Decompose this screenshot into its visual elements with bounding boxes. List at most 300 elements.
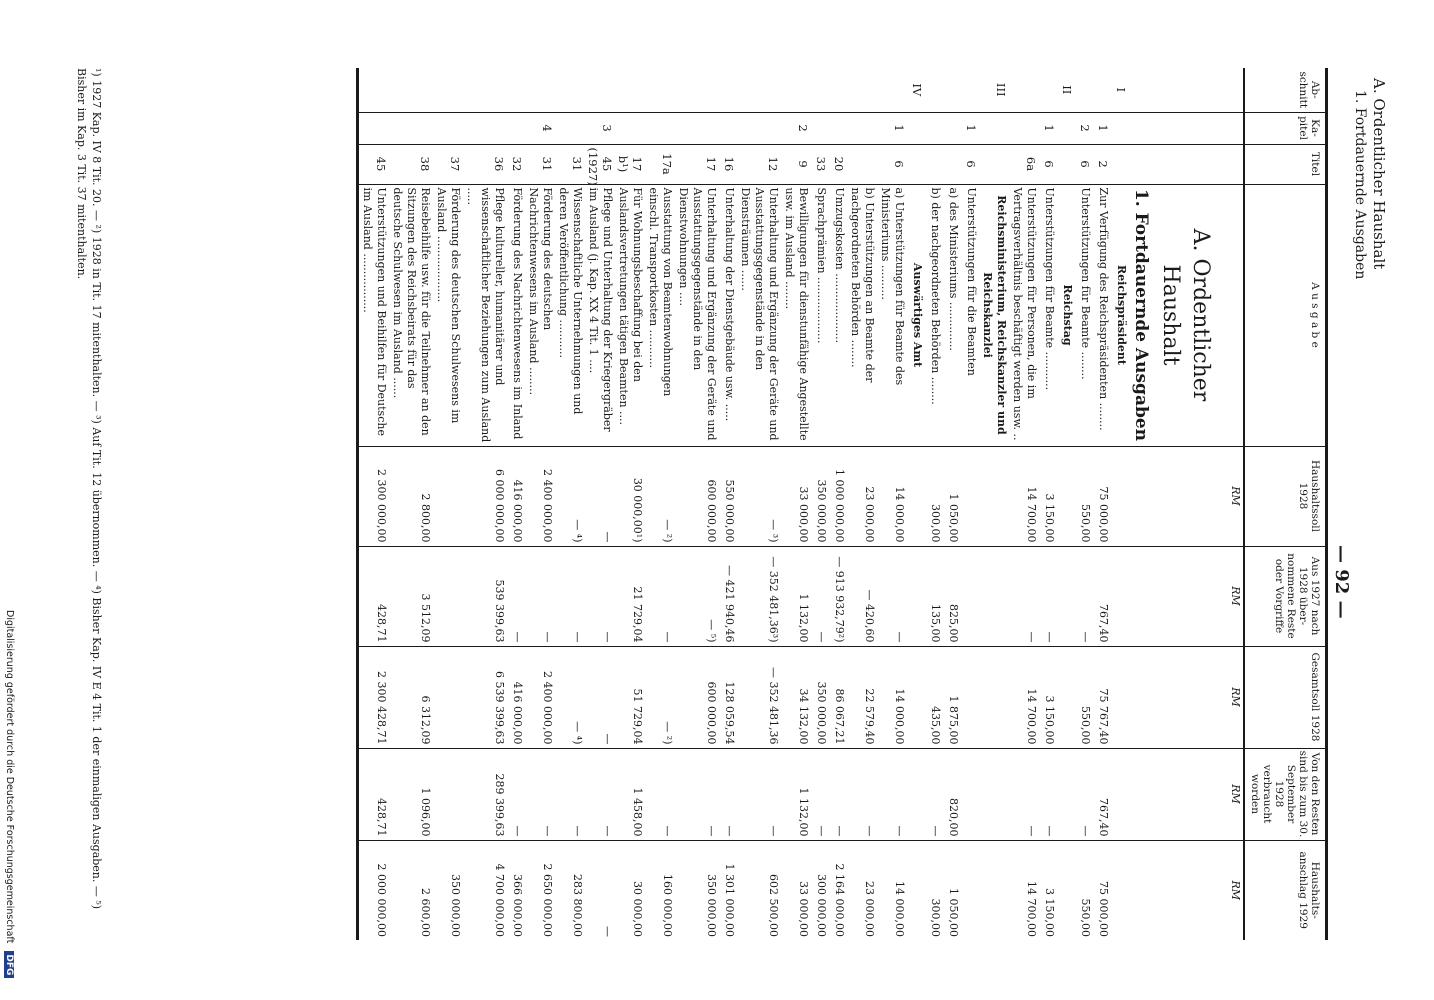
digitization-credit	[4, 610, 15, 978]
anschlag-cell: 3 150,00	[1039, 840, 1057, 940]
titel-cell: 2	[1093, 144, 1111, 184]
unit-cell: RM	[1225, 446, 1244, 546]
reste-cell: —	[555, 546, 585, 646]
titel-cell	[847, 144, 877, 184]
titel-cell: 17 b¹)	[615, 144, 645, 184]
kapitel-cell: 1	[877, 112, 907, 144]
table-row	[615, 68, 645, 940]
reste-cell	[1111, 546, 1129, 646]
table-row	[737, 68, 781, 940]
anschlag-cell: 602 500,00	[737, 840, 781, 940]
haushaltssoll-cell: 350 000,00	[811, 446, 829, 546]
gesamtsoll-cell: 34 132,00	[781, 646, 811, 748]
anschlag-cell: 4 700 000,00	[463, 840, 507, 940]
table-row	[877, 68, 907, 940]
section-row	[1057, 68, 1075, 940]
table-title-row	[1153, 68, 1225, 940]
haushaltssoll-cell: 3 150,00	[1039, 446, 1057, 546]
verbraucht-cell: —	[675, 748, 719, 840]
table-row	[555, 68, 585, 940]
gesamtsoll-cell: 14 700,00	[1009, 646, 1039, 748]
reste-cell: — 913 932,79²)	[829, 546, 847, 646]
kapitel-cell: 2	[1075, 112, 1093, 144]
titel-cell: 9	[781, 144, 811, 184]
verbraucht-cell: 428,71	[358, 748, 390, 840]
titel-cell: 6	[1075, 144, 1093, 184]
anschlag-cell: 2 164 000,00	[829, 840, 847, 940]
gesamtsoll-cell: 2 300 428,71	[358, 646, 390, 748]
table-row	[433, 68, 463, 940]
credit-text: Digitalisierung gefördert durch die Deutsche Forschungsgemeinschaft	[4, 610, 15, 944]
table-row	[585, 68, 615, 940]
abschnitt-cell	[463, 68, 507, 112]
reste-cell: 428,71	[358, 546, 390, 646]
verbraucht-cell: 1 096,00	[389, 748, 433, 840]
abschnitt-cell	[961, 68, 979, 112]
abschnitt-cell: IV	[910, 83, 924, 97]
gesamtsoll-cell: 1 875,00	[943, 646, 961, 748]
titel-cell: 36	[463, 144, 507, 184]
anschlag-cell: 350 000,00	[433, 840, 463, 940]
reste-cell: 539 399,63	[463, 546, 507, 646]
gesamtsoll-cell	[1057, 646, 1075, 748]
gesamtsoll-cell: 600 000,00	[675, 646, 719, 748]
footnotes: ¹) 1927 Kap. IV 8 Tit. 20. — ²) 1928 in Tit. 17 mitenthalten. — ³) Auf Tit. 12 übernommen. — ⁴) Bisher Kap. IV E 4 Tit. 1 der einmaligen Ausgaben. — ⁵) Bisher im Kap. 3 Tit. 37 mitenthalten.	[75, 68, 103, 910]
ausgabe-cell: Unterhaltung und Ergänzung der Geräte und Ausstattungsgegenstände in den Diensträumen ......	[737, 184, 781, 446]
titel-cell: 32	[507, 144, 525, 184]
abschnitt-cell: III	[994, 82, 1008, 97]
reste-cell: — 421 940,46	[719, 546, 737, 646]
reste-cell: —	[525, 546, 555, 646]
table-row	[925, 68, 943, 940]
table-row	[847, 68, 877, 940]
haushaltssoll-cell: 550 000,00	[719, 446, 737, 546]
abschnitt-cell	[719, 68, 737, 112]
table-row	[525, 68, 555, 940]
titel-cell: 45	[358, 144, 390, 184]
titel-cell	[979, 144, 1009, 184]
kapitel-cell	[925, 112, 943, 144]
haushaltssoll-cell	[433, 446, 463, 546]
anschlag-cell: 30 000,00	[615, 840, 645, 940]
ausgabe-cell: Unterstützungen für Personen, die im Vertragsverhältnis beschäftigt werden usw. ..	[1009, 184, 1039, 446]
titel-cell: 6	[1039, 144, 1057, 184]
verbraucht-cell: —	[877, 748, 907, 840]
anschlag-cell: 300 000,00	[811, 840, 829, 940]
table-row	[961, 68, 979, 940]
unit-cell: RM	[1225, 546, 1244, 646]
kapitel-cell	[1009, 112, 1039, 144]
kapitel-cell	[358, 112, 390, 144]
haushaltssoll-cell: 1 000 000,00	[829, 446, 847, 546]
titel-cell: 16	[719, 144, 737, 184]
gesamtsoll-cell: 86 067,21	[829, 646, 847, 748]
gesamtsoll-cell	[979, 646, 1009, 748]
reste-cell: 21 729,04	[615, 546, 645, 646]
anschlag-cell: 33 000,00	[781, 840, 811, 940]
ausgabe-cell: Förderung des Nachrichtenwesens im Inland	[507, 184, 525, 446]
gesamtsoll-cell: 550,00	[1075, 646, 1093, 748]
verbraucht-cell	[979, 748, 1009, 840]
ausgabe-cell: Förderung des deutschen Nachrichtenwesens im Ausland ........	[525, 184, 555, 446]
table-row	[719, 68, 737, 940]
reste-cell	[979, 546, 1009, 646]
table-row	[781, 68, 811, 940]
haushaltssoll-cell: 6 000 000,00	[463, 446, 507, 546]
table-row	[507, 68, 525, 940]
verbraucht-cell: —	[507, 748, 525, 840]
reste-cell: —	[585, 546, 615, 646]
verbraucht-cell: 820,00	[943, 748, 961, 840]
verbraucht-cell: —	[555, 748, 585, 840]
unit-cell: RM	[1225, 748, 1244, 840]
ausgabe-cell: Wissenschaftliche Unternehmungen und deren Veröffentlichung ...........	[555, 184, 585, 446]
verbraucht-cell: 1 458,00	[615, 748, 645, 840]
ausgabe-cell: a) des Ministeriums ..............	[943, 184, 961, 446]
abschnitt-cell	[525, 68, 555, 112]
ausgabe-cell: Unterstützungen und Beihilfen für Deutsche im Ausland .................	[358, 184, 390, 446]
ausgabe-cell: b) der nachgeordneten Behörden ........	[925, 184, 943, 446]
gesamtsoll-cell	[961, 646, 979, 748]
haushaltssoll-cell: — ³)	[737, 446, 781, 546]
titel-cell: 33	[811, 144, 829, 184]
reste-cell	[907, 546, 925, 646]
reste-cell: —	[1075, 546, 1093, 646]
gesamtsoll-cell: 435,00	[925, 646, 943, 748]
verbraucht-cell: —	[719, 748, 737, 840]
header-haushaltssoll: Haushaltssoll 1928	[1244, 446, 1327, 546]
table-row	[358, 68, 390, 940]
ausgabe-cell: Auswärtiges Amt	[907, 184, 925, 446]
titel-cell: 17a	[645, 144, 675, 184]
kapitel-cell	[1057, 112, 1075, 144]
ausgabe-cell: Pflege kultureller, humanitärer und wissenschaftlicher Beziehungen zum Ausland .....	[463, 184, 507, 446]
kapitel-cell: 1	[1039, 112, 1057, 144]
titel-cell	[943, 144, 961, 184]
ausgabe-cell: Reisebeihilfe usw. für die Teilnehmer an den Sitzungen des Reichsbeirats für das deutsche Schulwesen im Ausland ......	[389, 184, 433, 446]
titel-cell: 45 (1927)	[585, 144, 615, 184]
running-header-line1: A. Ordentlicher Haushalt	[1370, 78, 1388, 270]
anschlag-cell: 300,00	[925, 840, 943, 940]
reste-cell: —	[1009, 546, 1039, 646]
titel-cell: 6	[961, 144, 979, 184]
verbraucht-cell	[961, 748, 979, 840]
kapitel-cell: 4	[525, 112, 555, 144]
header-reste: Aus 1927 nach 1928 über-nommene Reste oder Vorgriffe	[1244, 546, 1327, 646]
haushaltssoll-cell: 1 050,00	[943, 446, 961, 546]
gesamtsoll-cell: 6 539 399,63	[463, 646, 507, 748]
header-ausgabe: A u s g a b e	[1244, 184, 1327, 446]
anschlag-cell: 2 000 000,00	[358, 840, 390, 940]
titel-cell: 20	[829, 144, 847, 184]
kapitel-cell	[1111, 112, 1129, 144]
abschnitt-cell	[847, 68, 877, 112]
haushaltssoll-cell: 23 000,00	[847, 446, 877, 546]
kapitel-cell	[847, 112, 877, 144]
abschnitt-cell	[389, 68, 433, 112]
titel-cell: 38	[389, 144, 433, 184]
kapitel-cell	[943, 112, 961, 144]
haushaltssoll-cell	[907, 446, 925, 546]
header-gesamtsoll: Gesamtsoll 1928	[1244, 646, 1327, 748]
verbraucht-cell	[907, 748, 925, 840]
section-row	[979, 68, 1009, 940]
titel-cell: 6a	[1009, 144, 1039, 184]
abschnitt-cell	[358, 68, 390, 112]
table-row	[811, 68, 829, 940]
verbraucht-cell: —	[1039, 748, 1057, 840]
verbraucht-cell: 767,40	[1093, 748, 1111, 840]
anschlag-cell: 14 000,00	[877, 840, 907, 940]
anschlag-cell: 283 800,00	[555, 840, 585, 940]
anschlag-cell: 550,00	[1075, 840, 1093, 940]
gesamtsoll-cell: 416 000,00	[507, 646, 525, 748]
kapitel-cell	[433, 112, 463, 144]
anschlag-cell: 2 650 000,00	[525, 840, 555, 940]
haushaltssoll-cell: 300,00	[925, 446, 943, 546]
abschnitt-cell: I	[1114, 87, 1128, 93]
titel-cell: 17	[675, 144, 719, 184]
reste-cell	[961, 546, 979, 646]
abschnitt-cell	[1039, 68, 1057, 112]
anschlag-cell: 160 000,00	[645, 840, 675, 940]
anschlag-cell	[979, 840, 1009, 940]
gesamtsoll-cell: 2 400 000,00	[525, 646, 555, 748]
haushaltssoll-cell	[961, 446, 979, 546]
abschnitt-cell	[877, 68, 907, 112]
gesamtsoll-cell	[1111, 646, 1129, 748]
gesamtsoll-cell: — 352 481,36	[737, 646, 781, 748]
ausgabe-cell: Pflege und Unterhaltung der Kriegergräber im Ausland (j. Kap. XX 4 Tit. 1 ....	[585, 184, 615, 446]
ausgabe-cell: Unterhaltung der Dienstgebäude usw. .....	[719, 184, 737, 446]
verbraucht-cell: —	[645, 748, 675, 840]
kapitel-cell	[463, 112, 507, 144]
haushaltssoll-cell	[979, 446, 1009, 546]
dfg-logo: DFG	[4, 951, 14, 978]
titel-cell: 6	[877, 144, 907, 184]
gesamtsoll-cell: 75 767,40	[1093, 646, 1111, 748]
abschnitt-cell	[781, 68, 811, 112]
verbraucht-cell: —	[737, 748, 781, 840]
verbraucht-cell: —	[1009, 748, 1039, 840]
anschlag-cell: 23 000,00	[847, 840, 877, 940]
reste-cell: — 420,60	[847, 546, 877, 646]
titel-cell: 31	[555, 144, 585, 184]
verbraucht-cell	[1057, 748, 1075, 840]
gesamtsoll-cell	[907, 646, 925, 748]
abschnitt-cell	[433, 68, 463, 112]
reste-cell: — 352 481,36³)	[737, 546, 781, 646]
anschlag-cell: 2 600,00	[389, 840, 433, 940]
titel-cell: 12	[737, 144, 781, 184]
haushaltssoll-cell: 33 000,00	[781, 446, 811, 546]
reste-cell: 135,00	[925, 546, 943, 646]
abschnitt-cell	[737, 68, 781, 112]
anschlag-cell	[907, 840, 925, 940]
reste-cell	[1057, 546, 1075, 646]
kapitel-cell: 1	[961, 112, 979, 144]
gesamtsoll-cell: 6 312,09	[389, 646, 433, 748]
page-number: — 92 —	[1331, 545, 1352, 619]
haushaltssoll-cell: 2 400 000,00	[525, 446, 555, 546]
reste-cell: —	[507, 546, 525, 646]
anschlag-cell	[1111, 840, 1129, 940]
abschnitt-cell	[645, 68, 675, 112]
anschlag-cell: 366 000,00	[507, 840, 525, 940]
verbraucht-cell: —	[811, 748, 829, 840]
table-row	[1093, 68, 1111, 940]
ausgabe-cell: Reichsministerium, Reichskanzler und Reichskanzlei	[979, 184, 1009, 446]
haushaltssoll-cell: 2 800,00	[389, 446, 433, 546]
haushaltssoll-cell	[1111, 446, 1129, 546]
haushaltssoll-cell	[1057, 446, 1075, 546]
ausgabe-cell: Zur Verfügung des Reichspräsidenten ........	[1093, 184, 1111, 446]
header-anschlag: Haushalts-anschlag 1929	[1244, 840, 1327, 940]
kapitel-cell	[719, 112, 737, 144]
unit-row	[1225, 68, 1244, 940]
anschlag-cell: —	[585, 840, 615, 940]
reste-cell: 1 132,00	[781, 546, 811, 646]
section-row	[907, 68, 925, 940]
ausgabe-cell: Umzugskosten ....................	[829, 184, 847, 446]
abschnitt-cell	[615, 68, 645, 112]
ausgabe-cell: Für Wohnungsbeschaffung bei den Auslandsvertretungen tätigen Beamten ....	[615, 184, 645, 446]
ausgabe-cell: Sprachprämien ...................	[811, 184, 829, 446]
haushaltssoll-cell: 14 000,00	[877, 446, 907, 546]
verbraucht-cell: —	[1075, 748, 1093, 840]
table-subtitle-row	[1129, 68, 1153, 940]
verbraucht-cell	[433, 748, 463, 840]
verbraucht-cell: —	[847, 748, 877, 840]
ausgabe-cell: a) Unterstützungen für Beamte des Ministeriums ..........	[877, 184, 907, 446]
titel-cell	[907, 144, 925, 184]
table-title: A. Ordentlicher Haushalt	[1153, 184, 1225, 446]
gesamtsoll-cell: — ⁴)	[555, 646, 585, 748]
ausgabe-cell: Bewilligungen für dienstunfähige Angestellte usw. im Ausland ........	[781, 184, 811, 446]
kapitel-cell	[645, 112, 675, 144]
gesamtsoll-cell: — ²)	[645, 646, 675, 748]
gesamtsoll-cell: 3 150,00	[1039, 646, 1057, 748]
titel-cell: 31	[525, 144, 555, 184]
reste-cell: 767,40	[1093, 546, 1111, 646]
haushaltssoll-cell: 600 000,00	[675, 446, 719, 546]
ausgabe-cell: Reichspräsident	[1111, 184, 1129, 446]
gesamtsoll-cell: 14 000,00	[877, 646, 907, 748]
table-row	[463, 68, 507, 940]
haushaltssoll-cell: —	[585, 446, 615, 546]
abschnitt-cell	[829, 68, 847, 112]
verbraucht-cell: 289 399,63	[463, 748, 507, 840]
haushaltssoll-cell: 2 300 000,00	[358, 446, 390, 546]
ausgabe-cell: Unterstützungen für Beamte ........	[1075, 184, 1093, 446]
abschnitt-cell	[555, 68, 585, 112]
reste-cell	[433, 546, 463, 646]
verbraucht-cell: —	[829, 748, 847, 840]
table-header-row	[1244, 68, 1327, 940]
haushaltssoll-cell: — ²)	[645, 446, 675, 546]
reste-cell: 825,00	[943, 546, 961, 646]
gesamtsoll-cell: 128 059,54	[719, 646, 737, 748]
kapitel-cell	[389, 112, 433, 144]
reste-cell: —	[645, 546, 675, 646]
kapitel-cell	[979, 112, 1009, 144]
ausgabe-cell: Unterstützungen für die Beamten	[961, 184, 979, 446]
kapitel-cell	[615, 112, 645, 144]
gesamtsoll-cell: —	[585, 646, 615, 748]
anschlag-cell: 14 700,00	[1009, 840, 1039, 940]
kapitel-cell	[737, 112, 781, 144]
table-row	[1009, 68, 1039, 940]
kapitel-cell	[811, 112, 829, 144]
running-header-line2: 1. Fortdauernde Ausgaben	[1352, 90, 1368, 280]
haushaltssoll-cell: — ⁴)	[555, 446, 585, 546]
kapitel-cell	[555, 112, 585, 144]
anschlag-cell	[961, 840, 979, 940]
reste-cell: —	[1039, 546, 1057, 646]
gesamtsoll-cell: 22 579,40	[847, 646, 877, 748]
gesamtsoll-cell: 350 000,00	[811, 646, 829, 748]
ausgabe-cell: Unterstützungen für Beamte ...........	[1039, 184, 1057, 446]
ausgabe-cell: Unterhaltung und Ergänzung der Geräte und Ausstattungsgegenstände in den Dienstwohnungen ....	[675, 184, 719, 446]
titel-cell	[1111, 144, 1129, 184]
verbraucht-cell	[1111, 748, 1129, 840]
kapitel-cell	[507, 112, 525, 144]
kapitel-cell: 2	[781, 112, 811, 144]
abschnitt-cell	[1093, 68, 1111, 112]
gesamtsoll-cell	[433, 646, 463, 748]
table-row	[389, 68, 433, 940]
anschlag-cell: 75 000,00	[1093, 840, 1111, 940]
section-row	[1111, 68, 1129, 940]
reste-cell: — ⁵)	[675, 546, 719, 646]
titel-cell: 37	[433, 144, 463, 184]
table-subtitle: 1. Fortdauernde Ausgaben	[1129, 184, 1153, 446]
ausgabe-cell: Ausstattung von Beamtenwohnungen einschl. Transportkosten ...........	[645, 184, 675, 446]
haushaltssoll-cell: 550,00	[1075, 446, 1093, 546]
abschnitt-cell	[925, 68, 943, 112]
kapitel-cell: 1	[1093, 112, 1111, 144]
ausgabe-cell: Förderung des deutschen Schulwesens im Ausland ...................	[433, 184, 463, 446]
unit-cell: RM	[1225, 840, 1244, 940]
kapitel-cell: 3	[585, 112, 615, 144]
anschlag-cell: 1 301 000,00	[719, 840, 737, 940]
anschlag-cell: 350 000,00	[675, 840, 719, 940]
ausgabe-cell: b) Unterstützungen an Beamte der nachgeordneten Behörden ........	[847, 184, 877, 446]
abschnitt-cell: II	[1060, 85, 1074, 95]
abschnitt-cell	[507, 68, 525, 112]
table-row	[1075, 68, 1093, 940]
table-row	[829, 68, 847, 940]
verbraucht-cell: —	[525, 748, 555, 840]
header-verbraucht: Von den Resten sind bis zum 30. September 1928 verbraucht worden	[1244, 748, 1327, 840]
header-titel: Titel	[1244, 144, 1327, 184]
verbraucht-cell: —	[585, 748, 615, 840]
anschlag-cell: 1 050,00	[943, 840, 961, 940]
header-kapitel: Ka-pitel	[1244, 112, 1327, 144]
abschnitt-cell	[1009, 68, 1039, 112]
abschnitt-cell	[811, 68, 829, 112]
abschnitt-cell	[1075, 68, 1093, 112]
verbraucht-cell: —	[925, 748, 943, 840]
running-header	[1350, 78, 1388, 279]
abschnitt-cell	[675, 68, 719, 112]
haushaltssoll-cell: 75 000,00	[1093, 446, 1111, 546]
titel-cell	[1057, 144, 1075, 184]
reste-cell: —	[877, 546, 907, 646]
table-row	[675, 68, 719, 940]
budget-table	[356, 68, 1328, 940]
table-row	[1039, 68, 1057, 940]
